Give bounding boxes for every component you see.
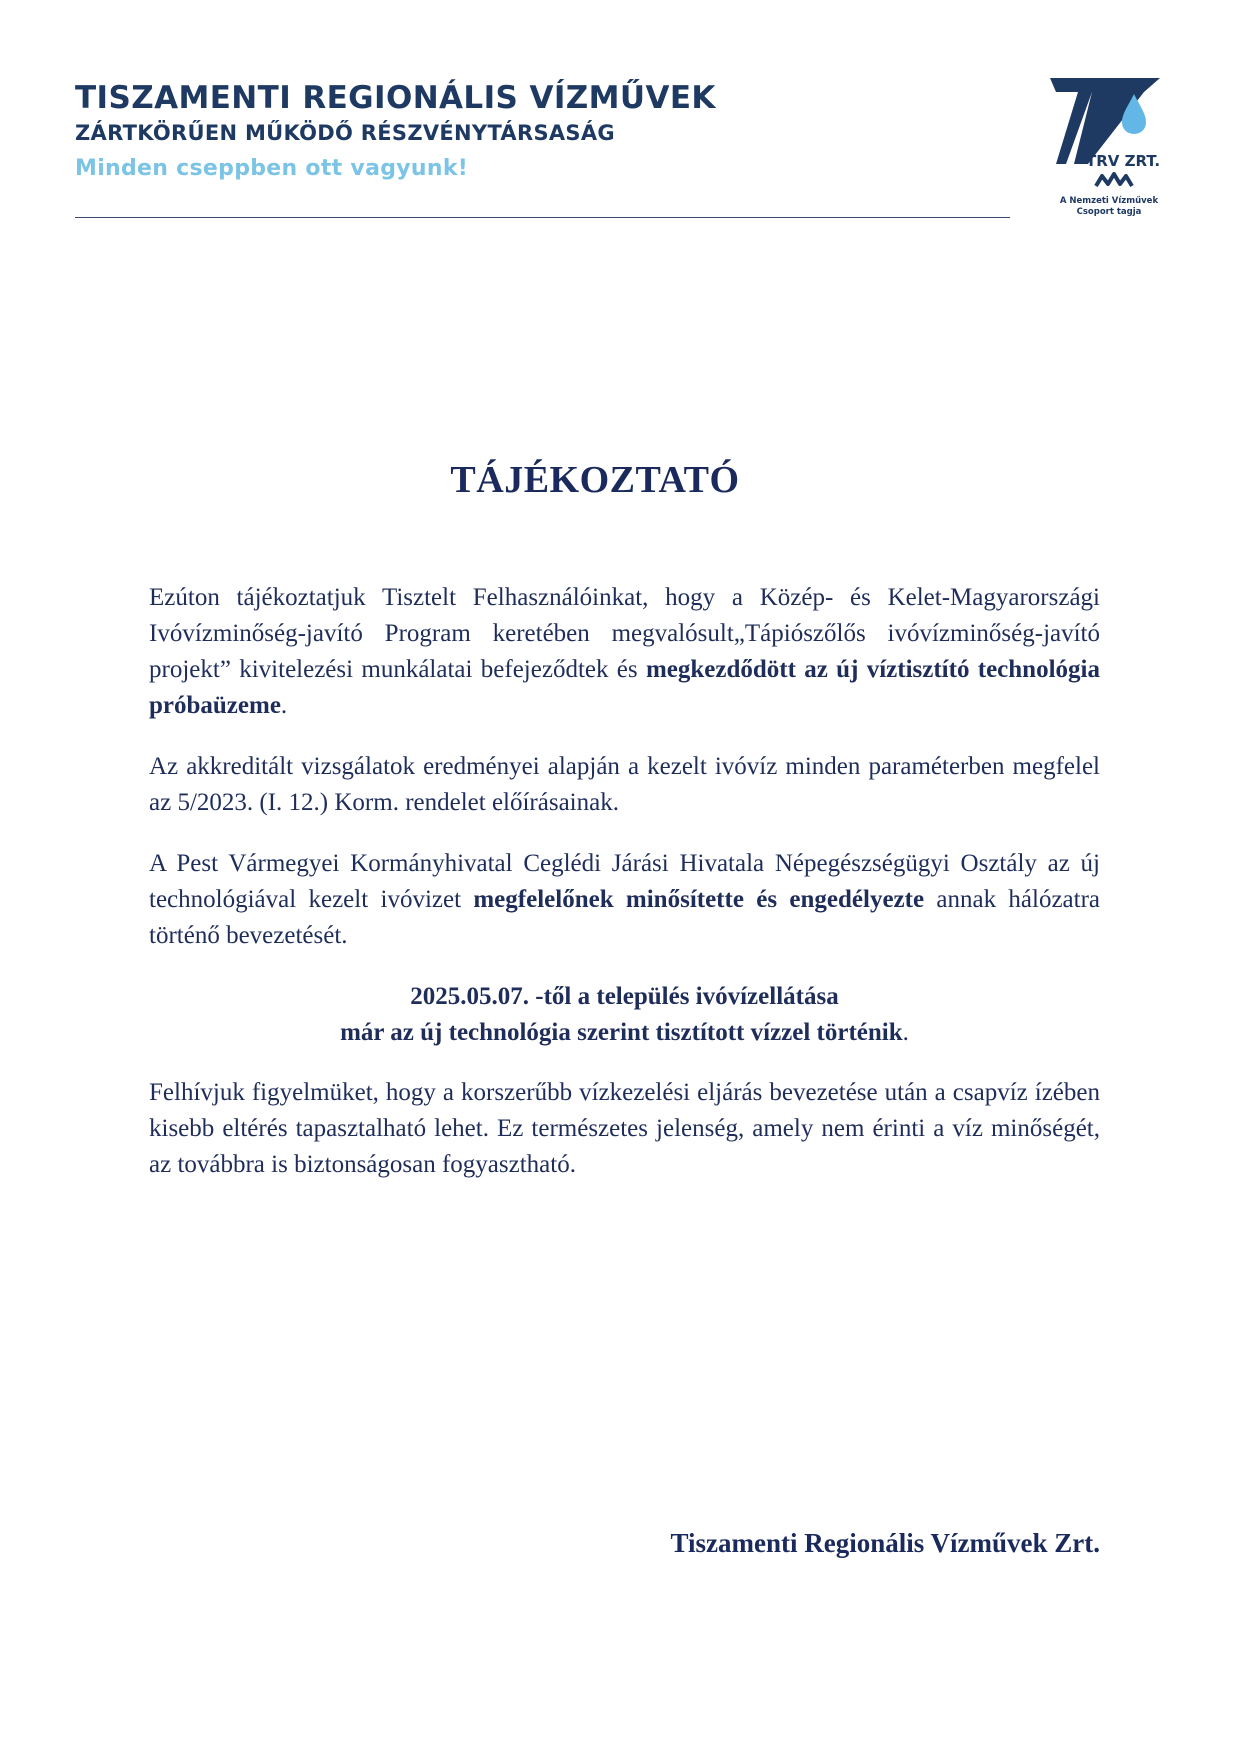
company-name: TISZAMENTI REGIONÁLIS VÍZMŰVEK — [75, 80, 716, 116]
paragraph-1-bold: megkezdődött az új víztisztító technológia próbaüzeme — [149, 656, 1100, 719]
logo-group-member-text — [1048, 196, 1170, 218]
paragraph-3-end: annak hálózatra történő bevezetését. — [149, 886, 1101, 949]
letterhead — [75, 80, 1010, 182]
paragraph-1-text: Ezúton tájékoztatjuk Tisztelt Felhasználóinkat, hogy a Közép- és Kelet-Magyarországi Ivóvízminőség-javító Program keretében megvalósult„Tápiószőlős ivóvízminőség-javító projekt” kivitelezési munkálatai befejeződtek és — [149, 584, 1100, 683]
signature: Tiszamenti Regionális Vízművek Zrt. — [670, 1528, 1100, 1558]
announcement-line-2: már az új technológia szerint tisztított vízzel történik. — [340, 1019, 909, 1046]
logo-member-line-1: A Nemzeti Vízművek — [1059, 196, 1159, 206]
paragraph-3-text: A Pest Vármegyei Kormányhivatal Ceglédi Járási Hivatala Népegészségügyi Osztály az új technológiával kezelt ivóvizet — [149, 850, 1100, 913]
logo-abbreviation: TRV ZRT. — [1086, 152, 1161, 170]
header-divider — [75, 217, 1010, 218]
paragraph-3 — [149, 846, 1100, 954]
paragraph-3-bold: megfelelőnek minősítette és engedélyezte — [473, 886, 925, 913]
paragraph-1-end: . — [280, 692, 288, 719]
company-slogan: Minden cseppben ott vagyunk! — [75, 156, 469, 181]
trv-logo-icon — [1048, 76, 1170, 226]
paragraph-4: Felhívjuk figyelmüket, hogy a korszerűbb vízkezelési eljárás bevezetése után a csapvíz ízében kisebb eltérés tapasztalható lehet. Ez természetes jelenség, amely nem érinti a víz minőségét, az továbbra is biztonságosan fogyasztható. — [149, 1079, 1100, 1178]
paragraph-2: Az akkreditált vizsgálatok eredményei alapján a kezelt ivóvíz minden paraméterben megfelel az 5/2023. (I. 12.) Korm. rendelet előírásainak. — [149, 753, 1100, 816]
nemzeti-vizmuvek-icon — [1096, 174, 1132, 186]
document-body — [149, 580, 1100, 1208]
announcement-line-1: 2025.05.07. -től a település ivóvízellátása — [410, 983, 839, 1010]
company-type: ZÁRTKÖRŰEN MŰKÖDŐ RÉSZVÉNYTÁRSASÁG — [75, 121, 615, 145]
document-title: TÁJÉKOZTATÓ — [450, 459, 740, 501]
logo-member-line-2: Csoport tagja — [1076, 207, 1142, 217]
announcement — [149, 979, 1100, 1051]
paragraph-1 — [149, 580, 1100, 724]
